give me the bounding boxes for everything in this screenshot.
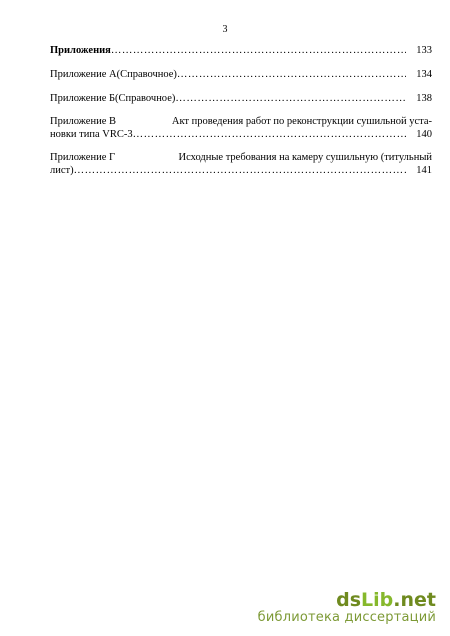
- toc-entry-appendices[interactable]: [50, 44, 432, 57]
- toc-entry-page: 141: [416, 165, 432, 176]
- toc-entry-title-line2: новки типа VRC-3: [50, 129, 133, 140]
- watermark-tagline: библиотека диссертаций: [257, 610, 436, 625]
- toc-entry-appendix-a[interactable]: [50, 68, 432, 81]
- toc-entry-title-line2: лист): [50, 165, 74, 176]
- toc-entry-page: 138: [416, 93, 432, 104]
- toc-leader-dots: [175, 92, 406, 105]
- toc-leader-dots: [74, 164, 406, 177]
- toc-entry-page: 133: [416, 45, 432, 56]
- toc-entry-appendix-g[interactable]: [50, 151, 432, 177]
- toc-entry-title: (Справочное): [115, 93, 176, 104]
- toc-entry-label: Приложение В: [50, 116, 116, 127]
- dslib-watermark: [258, 590, 436, 626]
- toc-entry-label: Приложение Б: [50, 93, 116, 104]
- toc-entry-appendix-v[interactable]: [50, 115, 432, 141]
- toc-entry-title-line1: Акт проведения работ по реконструкции сушильной уста-: [171, 116, 432, 127]
- toc-entry-label: Приложение Г: [50, 152, 116, 163]
- toc-entry-title: (Справочное): [116, 69, 177, 80]
- toc-leader-dots: [133, 128, 406, 141]
- toc-entry-appendix-b[interactable]: [50, 92, 432, 105]
- toc-entry-page: 134: [416, 69, 432, 80]
- toc-entry-label: Приложение А: [50, 69, 117, 80]
- toc-leader-dots: [111, 44, 406, 57]
- dslib-logo: dsLib.net: [336, 589, 436, 611]
- toc-entry-title: Приложения: [50, 45, 111, 56]
- toc-leader-dots: [177, 68, 406, 81]
- toc-entry-title-line1: Исходные требования на камеру сушильную (титульный: [178, 152, 432, 163]
- toc-entry-page: 140: [416, 129, 432, 140]
- page-number: 3: [222, 24, 228, 35]
